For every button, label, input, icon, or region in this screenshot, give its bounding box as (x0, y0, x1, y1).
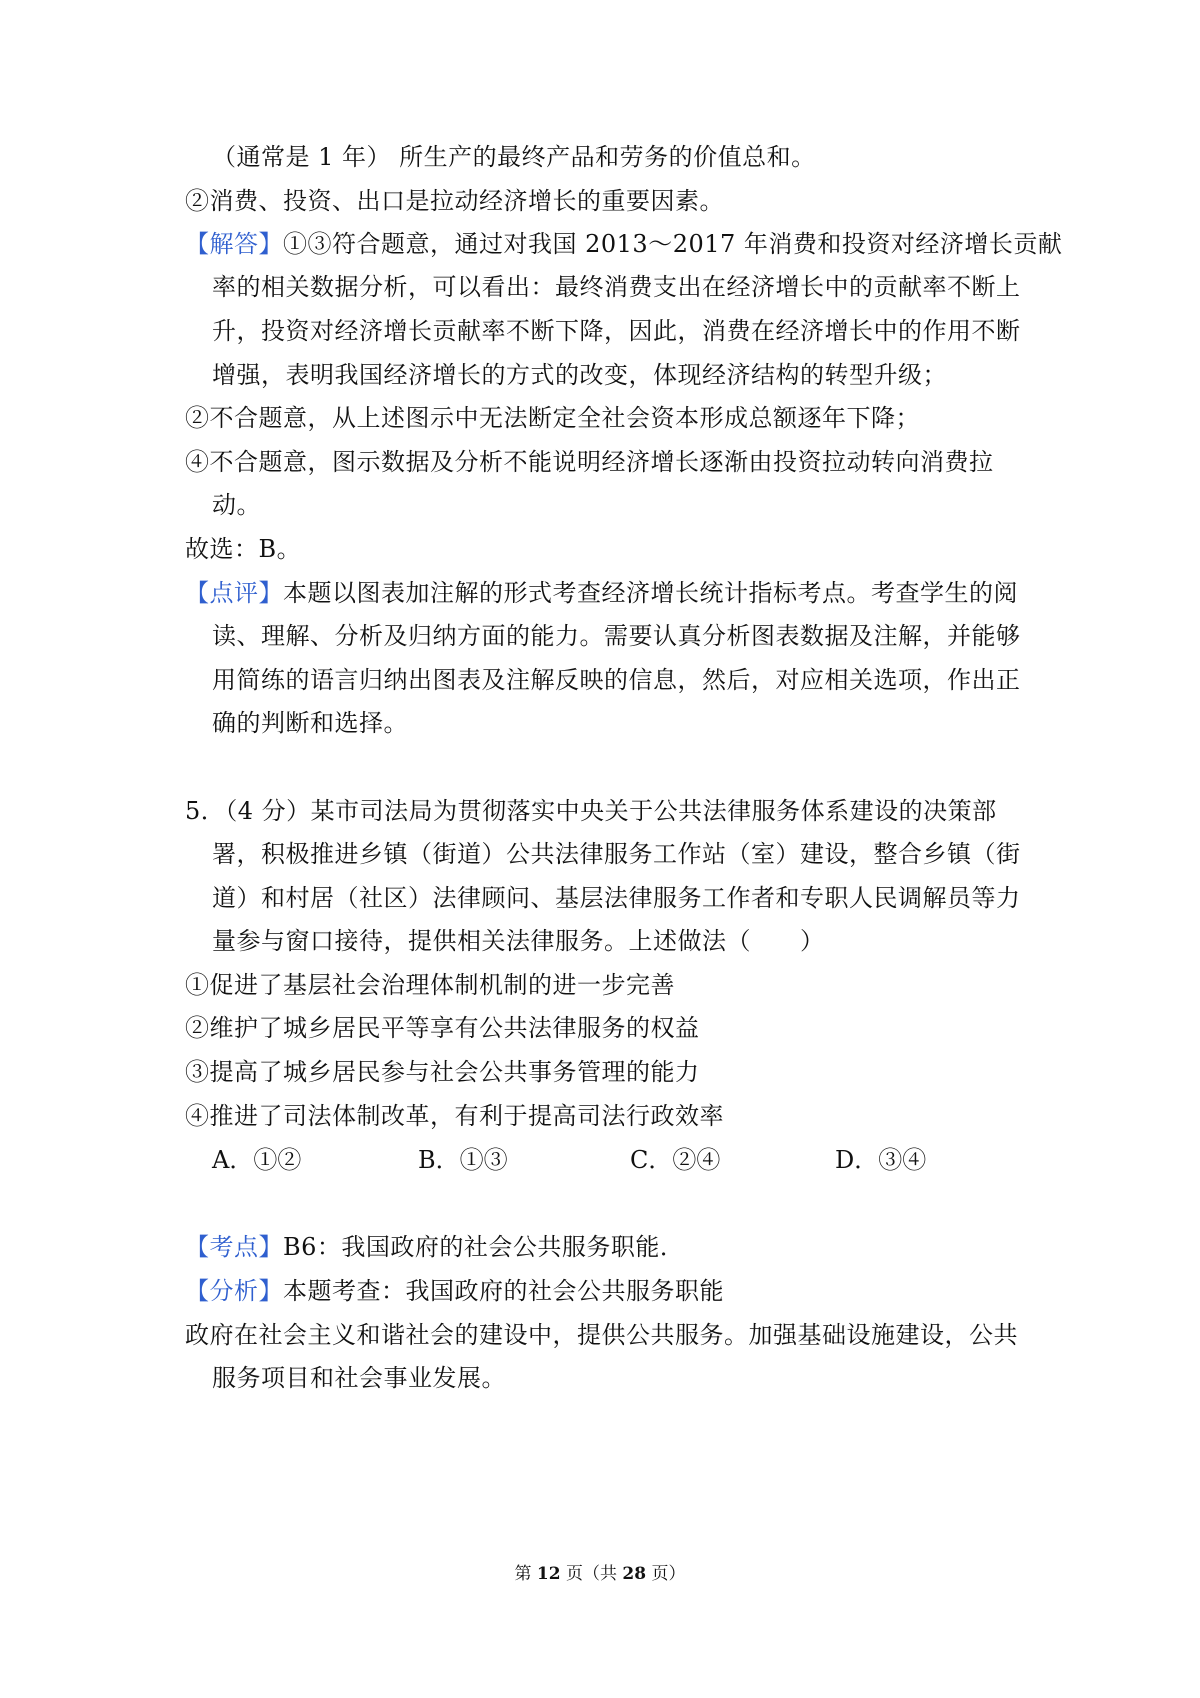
answer-line: 故选：B。 (185, 535, 302, 563)
page-number: 12 (536, 1564, 561, 1584)
q5-option-a: A．①② (212, 1146, 302, 1174)
dianping-line-2: 读、理解、分析及归纳方面的能力。需要认真分析图表数据及注解，并能够 (212, 622, 1021, 650)
reason-4-line-1: ④不合题意，图示数据及分析不能说明经济增长逐渐由投资拉动转向消费拉 (185, 448, 994, 476)
q5-stem-line-2: 署，积极推进乡镇（街道）公共法律服务工作站（室）建设，整合乡镇（街 (212, 840, 1021, 868)
footer-middle: 页（共 (560, 1564, 623, 1584)
jieda-line-1 (185, 229, 1062, 259)
q5-statement-2: ②维护了城乡居民平等享有公共法律服务的权益 (185, 1014, 700, 1042)
reason-2: ②不合题意，从上述图示中无法断定全社会资本形成总额逐年下降； (185, 404, 920, 432)
q5-stem-line-3: 道）和村居（社区）法律顾问、基层法律服务工作者和专职人民调解员等力 (212, 884, 1021, 912)
fenxi-text: 本题考查：我国政府的社会公共服务职能 (283, 1277, 724, 1305)
dianping-line-3: 用简练的语言归纳出图表及注解反映的信息，然后，对应相关选项，作出正 (212, 666, 1021, 694)
body-line: （通常是 1 年） 所生产的最终产品和劳务的价值总和。 (212, 143, 816, 171)
dianping-line-4: 确的判断和选择。 (212, 709, 408, 737)
q5-stem-line-1: 5．（4 分）某市司法局为贯彻落实中央关于公共法律服务体系建设的决策部 (185, 797, 997, 825)
footer-suffix: 页） (646, 1564, 686, 1584)
dianping-text: 本题以图表加注解的形式考查经济增长统计指标考点。考查学生的阅 (283, 579, 1018, 607)
jieda-line-4: 增强，表明我国经济增长的方式的改变，体现经济结构的转型升级； (212, 361, 947, 389)
point-2: ②消费、投资、出口是拉动经济增长的重要因素。 (185, 187, 724, 215)
jieda-line-3: 升，投资对经济增长贡献率不断下降，因此，消费在经济增长中的作用不断 (212, 317, 1021, 345)
dianping-line-1 (185, 578, 1018, 608)
q5-option-c: C．②④ (630, 1146, 721, 1174)
kaodian-tag: 【考点】 (185, 1233, 283, 1261)
analysis-line-2: 服务项目和社会事业发展。 (212, 1364, 506, 1392)
analysis-line-1: 政府在社会主义和谐社会的建设中，提供公共服务。加强基础设施建设，公共 (185, 1321, 1018, 1349)
q5-statement-4: ④推进了司法体制改革，有利于提高司法行政效率 (185, 1102, 724, 1130)
kaodian-text: B6：我国政府的社会公共服务职能． (283, 1233, 685, 1261)
q5-statement-3: ③提高了城乡居民参与社会公共事务管理的能力 (185, 1058, 700, 1086)
dianping-tag: 【点评】 (185, 579, 283, 607)
total-pages: 28 (622, 1564, 647, 1584)
page-footer (0, 1563, 1200, 1585)
jieda-text: ①③符合题意，通过对我国 2013～2017 年消费和投资对经济增长贡献 (283, 230, 1063, 258)
kaodian-line (185, 1232, 684, 1262)
jieda-tag: 【解答】 (185, 230, 283, 258)
q5-option-b: B．①③ (418, 1146, 508, 1174)
q5-stem-line-4: 量参与窗口接待，提供相关法律服务。上述做法（ ） (212, 927, 825, 955)
q5-statement-1: ①促进了基层社会治理体制机制的进一步完善 (185, 971, 675, 999)
fenxi-line (185, 1276, 724, 1306)
reason-4-line-2: 动。 (212, 491, 261, 519)
q5-option-d: D．③④ (835, 1146, 927, 1174)
footer-prefix: 第 (514, 1564, 537, 1584)
jieda-line-2: 率的相关数据分析，可以看出：最终消费支出在经济增长中的贡献率不断上 (212, 273, 1021, 301)
fenxi-tag: 【分析】 (185, 1277, 283, 1305)
